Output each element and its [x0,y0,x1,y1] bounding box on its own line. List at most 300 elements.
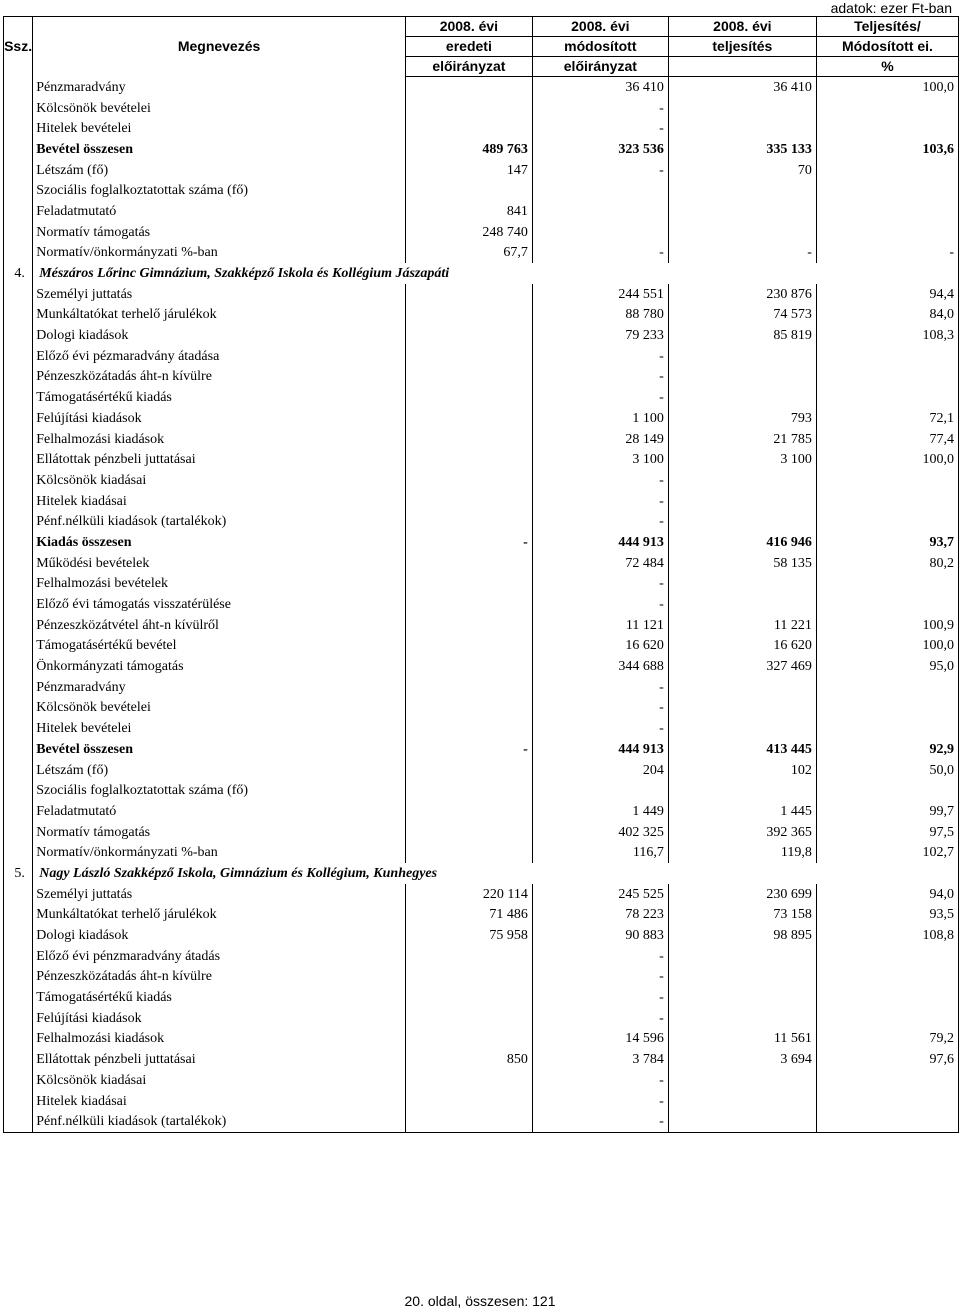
row-ratio: 77,4 [816,429,958,450]
row-ratio [816,1111,958,1132]
row-ratio: 97,5 [816,822,958,843]
row-label: Létszám (fő) [33,160,406,181]
row-label: Normatív támogatás [33,222,406,243]
table-row [4,429,959,450]
table-row [4,1091,959,1112]
row-actual: 11 561 [668,1029,816,1050]
row-ratio [816,491,958,512]
row-actual [668,574,816,595]
row-actual [668,180,816,201]
row-original-estimate [405,718,532,739]
row-modified-estimate: 79 233 [532,325,668,346]
row-ssz: 4. [4,263,33,284]
row-actual: 36 410 [668,77,816,98]
row-label: Munkáltatókat terhelő járulékok [33,305,406,326]
row-ssz [4,284,33,305]
row-original-estimate: 850 [405,1049,532,1070]
row-original-estimate: 841 [405,201,532,222]
row-actual [668,594,816,615]
row-ssz [4,553,33,574]
header-ratio-line2: Módosított ei. [816,37,958,57]
table-row [4,677,959,698]
row-original-estimate [405,491,532,512]
row-ssz [4,387,33,408]
row-actual [668,987,816,1008]
row-ratio: 108,3 [816,325,958,346]
row-actual [668,346,816,367]
table-row [4,656,959,677]
row-ssz [4,429,33,450]
row-ratio [816,367,958,388]
row-original-estimate [405,987,532,1008]
table-row [4,408,959,429]
row-ratio [816,118,958,139]
header-actual-line1: 2008. évi [668,17,816,37]
row-ratio: 93,5 [816,905,958,926]
row-modified-estimate: 72 484 [532,553,668,574]
table-row [4,325,959,346]
row-modified-estimate: 116,7 [532,842,668,863]
row-modified-estimate: 402 325 [532,822,668,843]
row-ssz [4,180,33,201]
header-modified-line1: 2008. évi [532,17,668,37]
header-actual-line3 [668,57,816,77]
row-ssz [4,1111,33,1132]
row-original-estimate [405,98,532,119]
row-label: Dologi kiadások [33,925,406,946]
row-label: Bevétel összesen [33,739,406,760]
row-original-estimate: 147 [405,160,532,181]
row-label: Felhalmozási kiadások [33,429,406,450]
row-modified-estimate: 3 100 [532,449,668,470]
row-ratio [816,180,958,201]
row-ratio: 108,8 [816,925,958,946]
budget-table [3,16,959,1133]
row-original-estimate [405,118,532,139]
units-note: adatok: ezer Ft-ban [830,0,952,16]
row-original-estimate: 71 486 [405,905,532,926]
row-ratio [816,201,958,222]
table-row [4,553,959,574]
row-modified-estimate [532,201,668,222]
row-original-estimate [405,780,532,801]
row-label: Hitelek kiadásai [33,491,406,512]
row-ratio: 80,2 [816,553,958,574]
row-ratio: 79,2 [816,1029,958,1050]
row-ssz [4,656,33,677]
row-label: Ellátottak pénzbeli juttatásai [33,1049,406,1070]
row-ssz [4,222,33,243]
row-original-estimate [405,801,532,822]
row-ssz [4,346,33,367]
row-ssz [4,118,33,139]
row-original-estimate [405,470,532,491]
row-modified-estimate: - [532,718,668,739]
row-label: Pénf.nélküli kiadások (tartalékok) [33,1111,406,1132]
row-label: Pénzeszközátvétel áht-n kívülről [33,615,406,636]
row-modified-estimate: 28 149 [532,429,668,450]
section-row [4,863,959,884]
row-original-estimate: 248 740 [405,222,532,243]
row-ratio [816,470,958,491]
table-row [4,987,959,1008]
row-actual: 21 785 [668,429,816,450]
row-actual [668,1008,816,1029]
header-ratio-line1: Teljesítés/ [816,17,958,37]
row-actual: 70 [668,160,816,181]
row-label: Hitelek bevételei [33,718,406,739]
row-ratio [816,387,958,408]
table-row [4,718,959,739]
row-label: Felhalmozási bevételek [33,574,406,595]
row-ratio: 100,9 [816,615,958,636]
row-modified-estimate: - [532,967,668,988]
row-actual: 85 819 [668,325,816,346]
row-ratio: - [816,243,958,264]
row-ssz [4,574,33,595]
row-label: Előző évi támogatás visszatérülése [33,594,406,615]
row-original-estimate [405,367,532,388]
row-label: Szociális foglalkoztatottak száma (fő) [33,180,406,201]
row-ssz [4,718,33,739]
row-ssz [4,1091,33,1112]
header-modified-line2: módosított [532,37,668,57]
row-actual: 230 699 [668,884,816,905]
row-ratio [816,346,958,367]
row-original-estimate [405,760,532,781]
row-original-estimate [405,656,532,677]
row-original-estimate [405,180,532,201]
table-row [4,305,959,326]
row-ratio: 100,0 [816,77,958,98]
row-label: Pénf.nélküli kiadások (tartalékok) [33,511,406,532]
row-actual: 3 694 [668,1049,816,1070]
table-row [4,842,959,863]
row-actual [668,780,816,801]
header-actual-line2: teljesítés [668,37,816,57]
row-ssz [4,1049,33,1070]
table-row [4,1029,959,1050]
row-original-estimate: - [405,532,532,553]
row-original-estimate: 220 114 [405,884,532,905]
table-row [4,160,959,181]
row-actual [668,1091,816,1112]
row-ssz [4,615,33,636]
table-row [4,760,959,781]
row-actual [668,1070,816,1091]
row-label: Önkormányzati támogatás [33,656,406,677]
row-original-estimate [405,553,532,574]
row-actual [668,367,816,388]
row-modified-estimate: 90 883 [532,925,668,946]
row-label: Munkáltatókat terhelő járulékok [33,905,406,926]
row-ssz [4,160,33,181]
row-label: Bevétel összesen [33,139,406,160]
table-row [4,967,959,988]
row-actual: 416 946 [668,532,816,553]
row-ratio [816,160,958,181]
row-ssz [4,449,33,470]
row-original-estimate [405,594,532,615]
row-label: Felújítási kiadások [33,1008,406,1029]
row-label: Kölcsönök kiadásai [33,1070,406,1091]
row-ssz [4,1070,33,1091]
table-row [4,77,959,98]
row-original-estimate: 489 763 [405,139,532,160]
budget-table-wrapper [3,16,959,1133]
row-original-estimate [405,346,532,367]
table-row [4,449,959,470]
row-modified-estimate: - [532,1008,668,1029]
row-label: Felhalmozási kiadások [33,1029,406,1050]
row-ratio [816,1070,958,1091]
table-row [4,636,959,657]
section-row [4,263,959,284]
table-row [4,367,959,388]
row-ssz [4,305,33,326]
row-actual: 413 445 [668,739,816,760]
row-original-estimate [405,1029,532,1050]
row-actual [668,946,816,967]
row-ratio [816,594,958,615]
row-ratio [816,574,958,595]
row-ssz [4,698,33,719]
table-row [4,118,959,139]
row-ratio: 102,7 [816,842,958,863]
row-ratio: 99,7 [816,801,958,822]
table-row [4,511,959,532]
table-row [4,491,959,512]
header-modified-line3: előirányzat [532,57,668,77]
row-actual: 16 620 [668,636,816,657]
row-ratio [816,698,958,719]
row-ssz [4,491,33,512]
section-title: Nagy László Szakképző Iskola, Gimnázium és Kollégium, Kunhegyes [33,863,959,884]
table-row [4,1049,959,1070]
row-actual: 230 876 [668,284,816,305]
row-ratio: 94,0 [816,884,958,905]
row-label: Kölcsönök bevételei [33,98,406,119]
row-modified-estimate: - [532,698,668,719]
row-ssz [4,243,33,264]
row-actual: 327 469 [668,656,816,677]
row-original-estimate: 75 958 [405,925,532,946]
row-actual: 58 135 [668,553,816,574]
row-actual [668,677,816,698]
row-ssz [4,532,33,553]
row-original-estimate [405,1091,532,1112]
row-ssz [4,925,33,946]
row-label: Dologi kiadások [33,325,406,346]
row-modified-estimate: - [532,160,668,181]
row-ratio [816,222,958,243]
row-original-estimate [405,449,532,470]
row-original-estimate [405,946,532,967]
table-row [4,1008,959,1029]
table-row [4,1111,959,1132]
row-label: Támogatásértékű kiadás [33,387,406,408]
row-ratio [816,511,958,532]
row-original-estimate [405,305,532,326]
row-modified-estimate: 16 620 [532,636,668,657]
header-original-line1: 2008. évi [405,17,532,37]
row-modified-estimate: - [532,946,668,967]
row-label: Feladatmutató [33,801,406,822]
row-ratio: 84,0 [816,305,958,326]
table-header [4,17,959,77]
row-actual [668,491,816,512]
row-ssz [4,511,33,532]
row-ratio: 93,7 [816,532,958,553]
row-actual [668,718,816,739]
row-ratio: 103,6 [816,139,958,160]
table-row [4,698,959,719]
table-row [4,801,959,822]
row-actual [668,511,816,532]
row-modified-estimate: 36 410 [532,77,668,98]
row-label: Normatív/önkormányzati %-ban [33,842,406,863]
row-ratio: 92,9 [816,739,958,760]
row-label: Személyi juttatás [33,884,406,905]
row-ssz [4,139,33,160]
row-original-estimate [405,387,532,408]
row-modified-estimate: 204 [532,760,668,781]
table-body [4,77,959,1133]
row-modified-estimate: 444 913 [532,739,668,760]
table-row [4,180,959,201]
header-original-line2: eredeti [405,37,532,57]
row-actual: 74 573 [668,305,816,326]
row-modified-estimate: 78 223 [532,905,668,926]
row-actual [668,698,816,719]
row-ssz [4,677,33,698]
row-original-estimate [405,325,532,346]
row-original-estimate [405,574,532,595]
row-ssz [4,98,33,119]
row-label: Pénzeszközátadás áht-n kívülre [33,367,406,388]
row-ssz [4,946,33,967]
row-ssz [4,201,33,222]
row-modified-estimate: - [532,98,668,119]
row-ssz [4,594,33,615]
row-modified-estimate: - [532,594,668,615]
row-actual [668,118,816,139]
row-actual [668,201,816,222]
row-label: Támogatásértékű kiadás [33,987,406,1008]
row-original-estimate [405,636,532,657]
row-modified-estimate: 344 688 [532,656,668,677]
row-modified-estimate: 1 449 [532,801,668,822]
table-row [4,574,959,595]
row-label: Hitelek kiadásai [33,1091,406,1112]
row-original-estimate [405,698,532,719]
table-row [4,346,959,367]
row-label: Kölcsönök kiadásai [33,470,406,491]
row-ratio [816,98,958,119]
table-row [4,905,959,926]
row-actual: 392 365 [668,822,816,843]
table-row [4,243,959,264]
row-label: Normatív támogatás [33,822,406,843]
row-label: Személyi juttatás [33,284,406,305]
row-ratio [816,677,958,698]
row-modified-estimate: - [532,1111,668,1132]
row-actual: 73 158 [668,905,816,926]
row-original-estimate [405,677,532,698]
row-ratio: 94,4 [816,284,958,305]
row-ratio: 50,0 [816,760,958,781]
row-modified-estimate: 14 596 [532,1029,668,1050]
table-row [4,284,959,305]
row-actual [668,967,816,988]
row-ratio: 97,6 [816,1049,958,1070]
table-row [4,822,959,843]
row-modified-estimate: 88 780 [532,305,668,326]
row-label: Hitelek bevételei [33,118,406,139]
row-label: Pénzmaradvány [33,677,406,698]
row-original-estimate [405,429,532,450]
table-row [4,98,959,119]
row-actual [668,387,816,408]
table-row [4,594,959,615]
row-original-estimate: 67,7 [405,243,532,264]
row-ratio: 95,0 [816,656,958,677]
row-original-estimate [405,284,532,305]
row-original-estimate: - [405,739,532,760]
row-ssz [4,987,33,1008]
row-modified-estimate: - [532,1070,668,1091]
row-ssz [4,780,33,801]
row-label: Ellátottak pénzbeli juttatásai [33,449,406,470]
row-ssz [4,967,33,988]
row-modified-estimate: - [532,367,668,388]
page-footer: 20. oldal, összesen: 121 [404,1293,556,1309]
row-modified-estimate: 3 784 [532,1049,668,1070]
row-ssz [4,760,33,781]
row-ssz [4,884,33,905]
row-actual: 11 221 [668,615,816,636]
row-modified-estimate: 444 913 [532,532,668,553]
row-label: Működési bevételek [33,553,406,574]
row-ssz [4,822,33,843]
table-row [4,222,959,243]
row-ratio: 72,1 [816,408,958,429]
row-original-estimate [405,615,532,636]
row-modified-estimate: - [532,1091,668,1112]
header-ssz: Ssz. [4,17,33,77]
row-ssz [4,739,33,760]
row-original-estimate [405,967,532,988]
section-title: Mészáros Lőrinc Gimnázium, Szakképző Iskola és Kollégium Jászapáti [33,263,959,284]
row-modified-estimate: 323 536 [532,139,668,160]
table-row [4,615,959,636]
row-modified-estimate: - [532,574,668,595]
row-modified-estimate: - [532,118,668,139]
row-actual [668,222,816,243]
row-ssz [4,408,33,429]
row-ssz [4,842,33,863]
row-original-estimate [405,1070,532,1091]
table-row [4,884,959,905]
row-label: Pénzmaradvány [33,77,406,98]
row-ssz [4,636,33,657]
row-actual [668,98,816,119]
row-original-estimate [405,511,532,532]
table-row [4,946,959,967]
row-ratio [816,1008,958,1029]
row-label: Előző évi pénzmaradvány átadás [33,946,406,967]
row-modified-estimate: 1 100 [532,408,668,429]
